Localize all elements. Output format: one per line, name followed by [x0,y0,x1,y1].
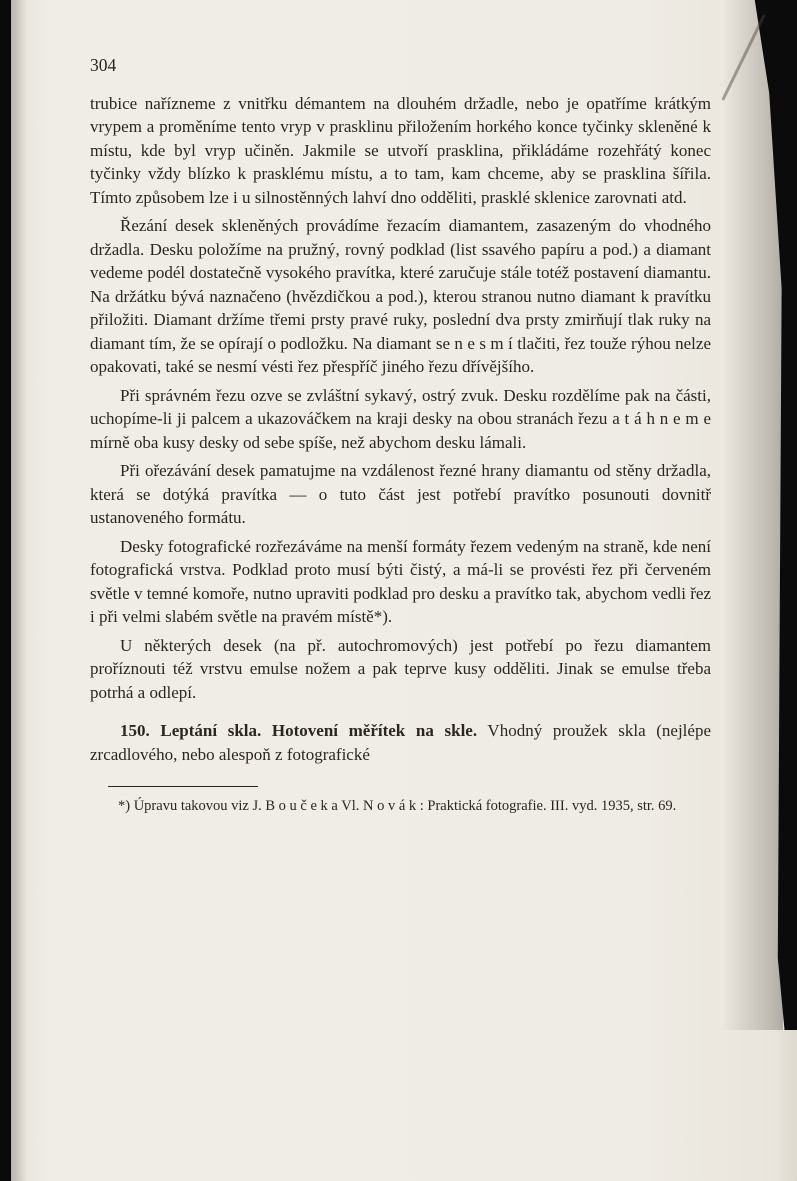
paragraph: U některých desek (na př. autochromových) jest potřebí po řezu diamantem proříznouti též vrstvu emulse nožem a pak teprve kusy odděliti. Jinak se emulse třeba potrhá a odlepí. [90,635,711,702]
footnote: *) Úpravu takovou viz J. B o u č e k a Vl. N o v á k : Praktická fotografie. III. vyd. 1935, str. 69. [118,798,677,814]
section-body-text: Vhodný proužek skla (nejlépe zrcadlového, nebo alespoň z fotografické [90,721,711,764]
section-heading: 150. Leptání skla. Hotovení měřítek na skle. [120,721,478,740]
left-scan-edge-shadow [0,0,11,1181]
text-block [90,54,711,818]
paragraph: trubice nařízneme z vnitřku démantem na dlouhém držadle, nebo je opatříme krátkým vrypem a proměníme tento vryp v prasklinu přiložením horkého konce tyčinky skleněné k místu, kde byl vryp učiněn. Jakmile se utvoří prasklina, přikládáme rozehřátý konec tyčinky vždy blízko k prasklému místu, a to tam, kam chceme, aby se prasklina šířila. Tímto způsobem lze i u silnostěnných lahví dno odděliti, prasklé sklenice zarovnati atd. [90,93,711,207]
page-number: 304 [90,55,117,75]
section-paragraph [90,719,711,766]
paragraph: Při ořezávání desek pamatujme na vzdálenost řezné hrany diamantu od stěny držadla, která se dotýká pravítka — o tuto část jest potřebí pravítko posunouti dovnitř ustanoveného formátu. [90,461,711,527]
paragraph: Řezání desek skleněných provádíme řezacím diamantem, zasazeným do vhodného držadla. Desku položíme na pružný, rovný podklad (list ssavého papíru a pod.) a diamant vedeme podél dostatečně vysokého pravítka, které zaručuje stále totéž postavení diamantu. Na držátku bývá naznačeno (hvězdičkou a pod.), kterou stranou nutno diamant k pravítku přiložiti. Diamant držíme třemi prsty pravé ruky, poslední dva prsty zmirňují tlak ruky na diamant tím, že se opírají o podložku. Na diamant se n e s m í tlačiti, řez touže rýhou nelze opakovati, také se nesmí vésti řez přespříč jiného řezu dřívějšího. [90,216,711,376]
footnote-separator-rule [108,786,258,787]
left-gutter-shadow [11,0,27,1181]
paragraph: Desky fotografické rozřezáváme na menší formáty řezem vedeným na straně, kde není fotografická vrstva. Podklad proto musí býti čistý, a má-li se provésti řez při červeném světle v temné komoře, nutno upraviti podklad pro desku a pravítko tak, abychom vedli řez i při velmi slabém světle na pravém místě*). [90,536,711,626]
paragraph: Při správném řezu ozve se zvláštní sykavý, ostrý zvuk. Desku rozdělíme pak na části, uchopíme-li ji palcem a ukazováčkem na kraji desky na obou stranách řezu a t á h n e m e mírně oba kusy desky od sebe spíše, než abychom desku lámali. [90,385,711,452]
